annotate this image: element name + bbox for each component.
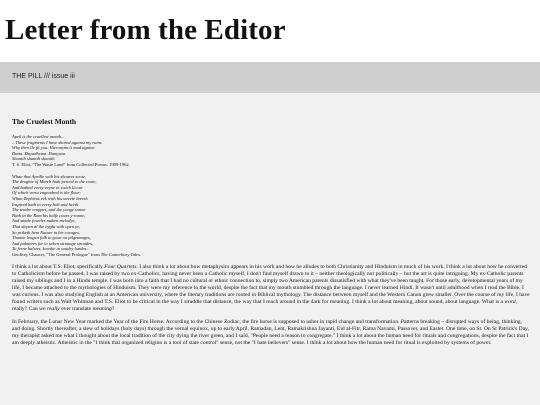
article-column [12,93,530,347]
epigraph-line: And palmeres for to seken straunge strondes, [12,240,94,246]
epigraph-line: April is the cruellest month... [12,134,65,139]
epigraph-line: And smale foweles maken melodye, [12,218,76,224]
source-title: The Canterbury Tales [100,251,140,257]
epigraph-line: The tendre croppes, and the yonge sonne [12,207,86,213]
epigraph-line: That slepen al the nyght with open ye, [12,223,81,229]
epigraph-line: To ferne halwes, kowthe in sondry londes... [12,246,90,252]
article-body [0,93,540,405]
epigraph-line: Whan that Aprille with his shoures soote, [12,173,87,179]
epigraph-line: So priketh hem Nature in hir corages, [12,229,80,235]
body-paragraph: I think a lot about T.S. Eliot, specifically Four Quartets. I also think a lot about how metaphysics appears in his work and how he alludes to both Christianity and Hinduism in much of his work. I think a lot about how he converted to Catholicism before he passed. I was raised by two ex-Catholics, having never been a Catholic myself. I don't find myself drawn to it – neither theologically nor politically – but the art is quite intriguing. My ex-Catholic parents raised my siblings and I in a Hindu temple. I was born into a faith that I had no cultural or ethnic connection to, simply two American parents dissatisfied with what they've been taught. For those early, developmental years of my life, I became attached to the mythologies of Hinduism. They were my reference to the world, despite the fact that my mouth stumbled through the language. I never learned Hindi. It wasn't until adulthood when I read the Bible. I was curious. I was also studying English at an American university, where the literary traditions are rooted in Biblical mythology. The distance between myself and the Western Canon grew smaller. Over the course of my life, I have found writers such as Walt Whitman and T.S. Eliot to be critical in the way I straddle that distance, the way that I reach around in the dark for meaning. I think a lot about meaning, about sound, about language. What is a word, really? Can we really ever translate meaning? [12,264,530,313]
epigraph-line: Shantih shantih shantih [12,156,55,162]
epigraph-line: Thanne longen folk to goon on pilgrimages, [12,235,91,241]
epigraph-line: The droghte of March hath perced to the roote, [12,179,97,185]
issue-label: THE PILL /// issue iii [12,73,75,80]
epigraph-line: Why then Ile fit you. Hieronymo's mad againe. [12,145,96,151]
page-title: Letter from the Editor [5,14,286,46]
epigraph-attribution: Geoffrey Chaucer, "The General Prologue" from The Canterbury Tales. [12,251,141,257]
epigraph-line: Whan Zephirus eek with his sweete breeth [12,195,88,201]
epigraph-line: Datta. Dayadhvam. Damyata. [12,150,67,156]
epigraph-line: Inspired hath in every holt and heeth [12,201,79,207]
epigraph-line: Of which vertu engendred is the flour; [12,190,81,196]
issue-banner [0,62,540,93]
epigraph-line: ...These fragments I have shored against my ruins [12,139,102,145]
epigraph-eliot [12,134,530,174]
article-heading: The Cruelest Month [12,117,77,126]
epigraph-chaucer [12,174,530,258]
epigraph-attribution: T. S. Eliot, "The Waste Land" from Collected Poems: 1909-1962. [12,161,130,167]
epigraph-line: Hath in the Ram his halfe cours y-ronne, [12,212,86,218]
epigraph-line: And bathed every veyne in swich licour [12,184,83,190]
body-paragraph: In February, the Lunar New Year marked the Year of the Fire Horse. According to the Chinese Zodiac, the fire horse is supposed to usher in rapid change and transformation. Patterns breaking – disrupted ways of being, thinking, and doing. Shortly thereafter, a slew of holidays (holy days) through the vernal equinox, up to early April. Ramadan, Lent, Ramakrishna Jayanti, Eid al-Fitr, Rama Navami, Passover, and Easter. One time, on St. On St Patrick's Day, my therapist asked me what I thought about the local tradition of the city dying the river green, and I said, "People need a reason to congregate." I think a lot about the human need for rituals and congregations, despite the fact that I am deeply atheistic. Atheistic in the "I think that organized religion is a tool of state control" sense, not the "I hate believers" sense. I think a lot about how the human need for ritual is exploited by systems of power. [12,319,529,346]
